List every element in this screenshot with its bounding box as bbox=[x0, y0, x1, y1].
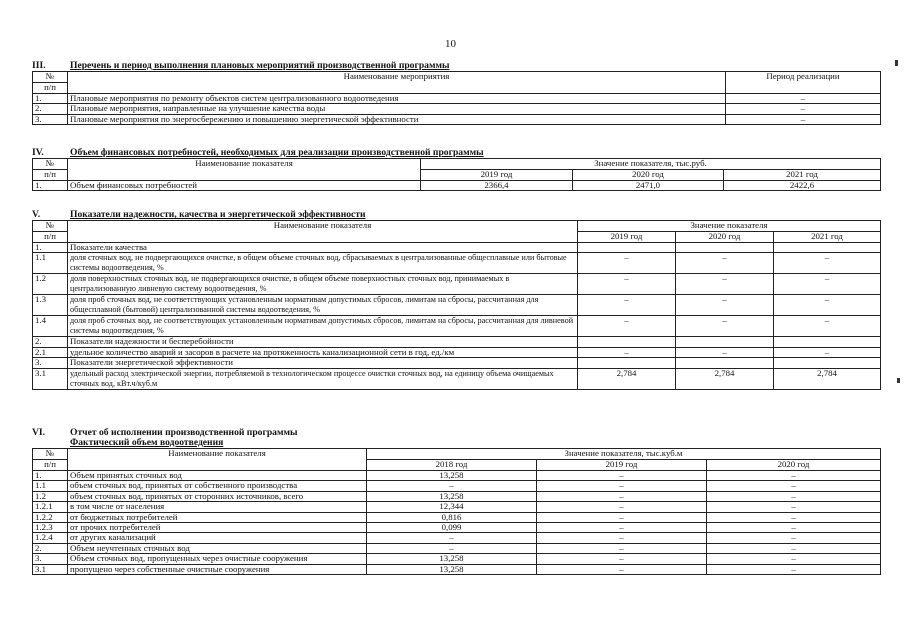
table-row bbox=[33, 316, 881, 337]
row-name: доля сточных вод, не подвергающихся очистке, в общем объеме сточных вод, сбрасываемых в централизованные общесплавные или бытовые системы водоотведения, % bbox=[68, 253, 578, 274]
row-number: 1.2 bbox=[33, 491, 68, 501]
row-value bbox=[578, 243, 676, 253]
row-value bbox=[774, 337, 881, 347]
table-row bbox=[33, 481, 881, 491]
table-row bbox=[33, 491, 881, 501]
row-name: доля поверхностных сточных вод, не подвергающихся очистке, в общем объеме поверхностных сточных вод, принимаемых в централизованную ливневую систему водоотведения, % bbox=[68, 274, 578, 295]
row-number: 3. bbox=[33, 358, 68, 368]
col-header-period: Период реализации bbox=[726, 72, 881, 94]
row-value: – bbox=[707, 512, 881, 522]
section-5-number: V. bbox=[32, 209, 41, 220]
year-header: 2018 год bbox=[367, 460, 537, 471]
row-value: – bbox=[676, 316, 774, 337]
row-value: – bbox=[707, 533, 881, 543]
row-name: объем сточных вод, принятых от сторонних источников, всего bbox=[68, 491, 367, 501]
col-header-name: Наименование мероприятия bbox=[68, 72, 726, 94]
row-name: Показатели энергетической эффективности bbox=[68, 358, 578, 368]
row-value: 2,784 bbox=[578, 368, 676, 389]
activities-table bbox=[32, 71, 881, 125]
row-name: Объем неучтенных сточных вод bbox=[68, 543, 367, 553]
row-value: – bbox=[707, 481, 881, 491]
table-row bbox=[33, 181, 881, 191]
row-name: удельный расход электрической энергии, потребляемой в технологическом процессе очистки сточных вод, на единицу объема очищаемых сточных вод, кВт.ч/куб.м bbox=[68, 368, 578, 389]
row-value: – bbox=[367, 481, 537, 491]
row-value: – bbox=[578, 274, 676, 295]
row-number: 3. bbox=[33, 554, 68, 564]
row-period: – bbox=[726, 114, 881, 124]
row-value: 13,258 bbox=[367, 564, 537, 574]
row-number: 1.1 bbox=[33, 253, 68, 274]
row-value bbox=[578, 358, 676, 368]
row-number: 1. bbox=[33, 471, 68, 481]
row-value: 13,258 bbox=[367, 491, 537, 501]
row-period: – bbox=[726, 104, 881, 114]
row-value: – bbox=[774, 253, 881, 274]
col-header-pp: п/п bbox=[33, 232, 68, 243]
row-value: 0,816 bbox=[367, 512, 537, 522]
row-number: 1. bbox=[33, 94, 68, 104]
row-value: – bbox=[774, 316, 881, 337]
row-value: – bbox=[578, 316, 676, 337]
row-name: от других канализаций bbox=[68, 533, 367, 543]
row-value: – bbox=[774, 347, 881, 357]
col-header-pp: п/п bbox=[33, 170, 68, 181]
year-header: 2021 год bbox=[724, 170, 881, 181]
row-number: 1.2.1 bbox=[33, 502, 68, 512]
row-value: 2471,0 bbox=[573, 181, 724, 191]
col-header-value: Значение показателя, тыс.куб.м bbox=[367, 449, 881, 460]
section-6-title: Отчет об исполнении производственной программы bbox=[70, 427, 298, 438]
section-3-number: III. bbox=[32, 60, 46, 71]
row-name: в том числе от населения bbox=[68, 502, 367, 512]
col-header-number: № bbox=[33, 221, 68, 232]
table-row bbox=[33, 274, 881, 295]
row-number: 1. bbox=[33, 181, 68, 191]
table-row bbox=[33, 512, 881, 522]
edge-mark bbox=[895, 60, 898, 66]
row-value: – bbox=[537, 543, 707, 553]
col-header-pp: п/п bbox=[33, 83, 68, 94]
col-header-number: № bbox=[33, 72, 68, 83]
year-header: 2019 год bbox=[537, 460, 707, 471]
finance-table bbox=[32, 158, 881, 191]
section-3 bbox=[32, 61, 880, 125]
row-value: – bbox=[367, 533, 537, 543]
row-name: от бюджетных потребителей bbox=[68, 512, 367, 522]
row-name: Плановые мероприятия по ремонту объектов систем централизованного водоотведения bbox=[68, 94, 726, 104]
edge-mark bbox=[897, 378, 900, 383]
row-name: Показатели качества bbox=[68, 243, 578, 253]
row-name: доля проб сточных вод, не соответствующих установленным нормативам допустимых сбросов, лимитам на сбросы, рассчитанная для ливневой системы водоотведения, % bbox=[68, 316, 578, 337]
col-header-name: Наименование показателя bbox=[68, 449, 367, 471]
col-header-value: Значение показателя bbox=[578, 221, 881, 232]
table-row bbox=[33, 295, 881, 316]
row-period: – bbox=[726, 94, 881, 104]
section-4-title: Объем финансовых потребностей, необходимых для реализации производственной программы bbox=[70, 147, 484, 158]
row-value: – bbox=[774, 274, 881, 295]
year-header: 2021 год bbox=[774, 232, 881, 243]
row-value: 13,258 bbox=[367, 554, 537, 564]
row-name: пропущено через собственные очистные сооружения bbox=[68, 564, 367, 574]
indicators-table bbox=[32, 220, 881, 390]
row-number: 3. bbox=[33, 114, 68, 124]
section-5-heading bbox=[32, 210, 880, 220]
table-row bbox=[33, 253, 881, 274]
row-number: 2. bbox=[33, 104, 68, 114]
section-4-number: IV. bbox=[32, 147, 44, 158]
row-value: – bbox=[578, 347, 676, 357]
table-row bbox=[33, 564, 881, 574]
table-row bbox=[33, 337, 881, 347]
row-value: – bbox=[707, 523, 881, 533]
row-number: 2. bbox=[33, 543, 68, 553]
row-value bbox=[578, 337, 676, 347]
row-number: 1.4 bbox=[33, 316, 68, 337]
row-value: 2422,6 bbox=[724, 181, 881, 191]
section-6 bbox=[32, 428, 880, 575]
col-header-name: Наименование показателя bbox=[68, 159, 421, 181]
row-number: 3.1 bbox=[33, 368, 68, 389]
row-name: объем сточных вод, принятых от собственного производства bbox=[68, 481, 367, 491]
row-value: – bbox=[537, 554, 707, 564]
table-row bbox=[33, 114, 881, 124]
row-value: 13,258 bbox=[367, 471, 537, 481]
row-name: Показатели надежности и бесперебойности bbox=[68, 337, 578, 347]
row-value: – bbox=[707, 491, 881, 501]
section-6-subtitle: Фактический объем водоотведения bbox=[70, 437, 224, 448]
table-row bbox=[33, 347, 881, 357]
row-value: 12,344 bbox=[367, 502, 537, 512]
row-value: – bbox=[537, 481, 707, 491]
row-name: удельное количество аварий и засоров в расчете на протяженность канализационной сети в год, ед./км bbox=[68, 347, 578, 357]
year-header: 2020 год bbox=[573, 170, 724, 181]
row-value: – bbox=[774, 295, 881, 316]
year-header: 2019 год bbox=[578, 232, 676, 243]
wastewater-volume-table bbox=[32, 448, 881, 575]
table-row bbox=[33, 554, 881, 564]
page-number: 10 bbox=[445, 38, 456, 50]
row-value: – bbox=[537, 533, 707, 543]
row-value: 2366,4 bbox=[421, 181, 573, 191]
row-name: от прочих потребителей bbox=[68, 523, 367, 533]
section-3-heading bbox=[32, 61, 880, 71]
table-row bbox=[33, 368, 881, 389]
year-header: 2020 год bbox=[676, 232, 774, 243]
row-number: 1.2.4 bbox=[33, 533, 68, 543]
table-row bbox=[33, 543, 881, 553]
row-number: 1.2.3 bbox=[33, 523, 68, 533]
row-value: – bbox=[707, 471, 881, 481]
row-value: – bbox=[676, 274, 774, 295]
row-value: – bbox=[537, 491, 707, 501]
col-header-value: Значение показателя, тыс.руб. bbox=[421, 159, 881, 170]
table-row bbox=[33, 104, 881, 114]
row-value: – bbox=[578, 295, 676, 316]
table-row bbox=[33, 471, 881, 481]
table-row bbox=[33, 358, 881, 368]
row-number: 1.3 bbox=[33, 295, 68, 316]
row-value bbox=[774, 243, 881, 253]
row-value bbox=[676, 358, 774, 368]
row-value: – bbox=[707, 502, 881, 512]
row-value: – bbox=[537, 523, 707, 533]
row-value: – bbox=[537, 564, 707, 574]
section-5 bbox=[32, 210, 880, 390]
row-number: 1. bbox=[33, 243, 68, 253]
row-value: – bbox=[537, 471, 707, 481]
section-5-title: Показатели надежности, качества и энергетической эффективности bbox=[70, 209, 366, 220]
row-number: 3.1 bbox=[33, 564, 68, 574]
section-4-heading bbox=[32, 148, 880, 158]
row-value: – bbox=[676, 253, 774, 274]
row-value: – bbox=[537, 502, 707, 512]
row-number: 1.2.2 bbox=[33, 512, 68, 522]
row-name: доля проб сточных вод, не соответствующих установленным нормативам допустимых сбросов, лимитам на сбросы, рассчитанная для общесплавной (бытовой) централизованной системы водоотведения, % bbox=[68, 295, 578, 316]
section-4 bbox=[32, 148, 880, 191]
row-value: – bbox=[676, 295, 774, 316]
row-value: 0,099 bbox=[367, 523, 537, 533]
col-header-name: Наименование показателя bbox=[68, 221, 578, 243]
table-row bbox=[33, 243, 881, 253]
section-6-subheading bbox=[32, 438, 880, 448]
row-value: 2,784 bbox=[774, 368, 881, 389]
col-header-pp: п/п bbox=[33, 460, 68, 471]
section-3-title: Перечень и период выполнения плановых мероприятий производственной программы bbox=[70, 60, 450, 71]
table-row bbox=[33, 523, 881, 533]
row-value bbox=[774, 358, 881, 368]
row-name: Объем принятых сточных вод bbox=[68, 471, 367, 481]
table-row bbox=[33, 94, 881, 104]
row-value: – bbox=[676, 347, 774, 357]
table-row bbox=[33, 502, 881, 512]
row-value: 2,784 bbox=[676, 368, 774, 389]
row-value: – bbox=[367, 543, 537, 553]
row-number: 1.2 bbox=[33, 274, 68, 295]
row-name: Плановые мероприятия, направленные на улучшение качества воды bbox=[68, 104, 726, 114]
row-value: – bbox=[707, 543, 881, 553]
row-number: 2.1 bbox=[33, 347, 68, 357]
row-number: 1.1 bbox=[33, 481, 68, 491]
section-6-number: VI. bbox=[32, 427, 46, 438]
year-header: 2020 год bbox=[707, 460, 881, 471]
row-value: – bbox=[578, 253, 676, 274]
row-name: Объем финансовых потребностей bbox=[68, 181, 421, 191]
row-value bbox=[676, 243, 774, 253]
table-row bbox=[33, 533, 881, 543]
row-value bbox=[676, 337, 774, 347]
col-header-number: № bbox=[33, 159, 68, 170]
year-header: 2019 год bbox=[421, 170, 573, 181]
row-number: 2. bbox=[33, 337, 68, 347]
row-value: – bbox=[707, 554, 881, 564]
row-value: – bbox=[707, 564, 881, 574]
row-name: Объем сточных вод, пропущенных через очистные сооружения bbox=[68, 554, 367, 564]
row-name: Плановые мероприятия по энергосбережению и повышению энергетической эффективности bbox=[68, 114, 726, 124]
row-value: – bbox=[537, 512, 707, 522]
col-header-number: № bbox=[33, 449, 68, 460]
